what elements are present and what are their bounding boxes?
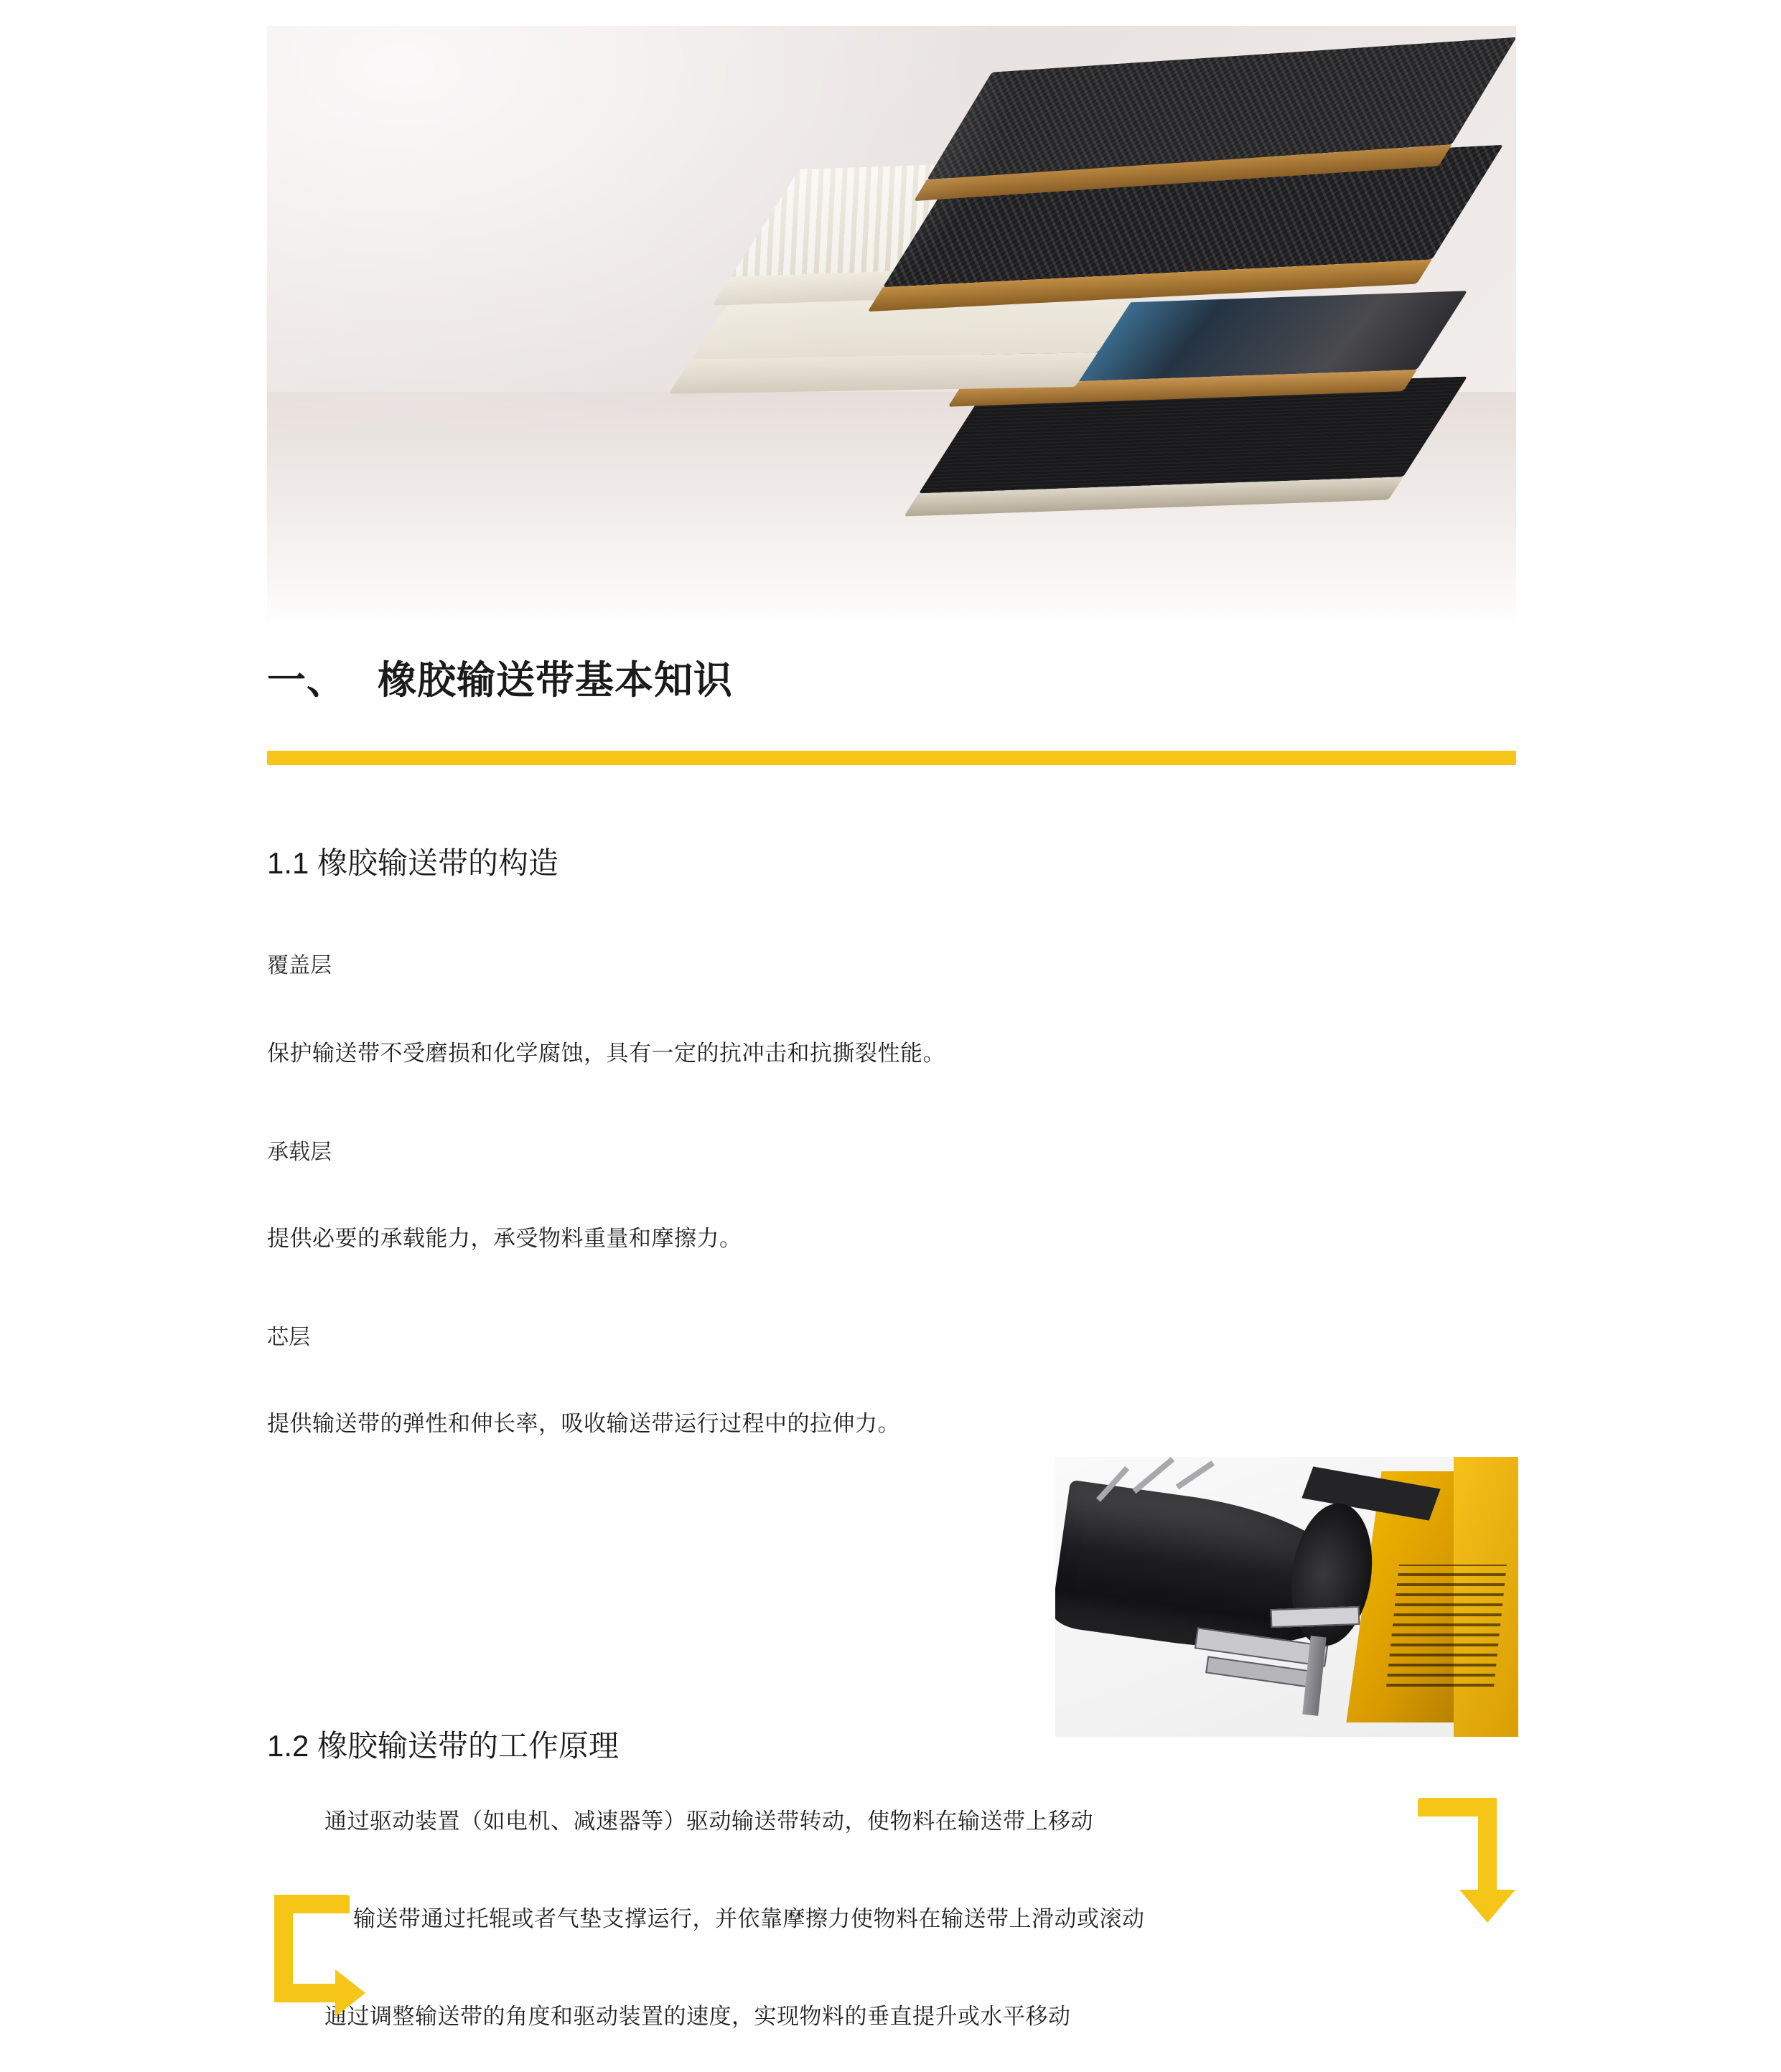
flow-arrow-down-right-icon [1418, 1798, 1504, 1920]
item-label-carry-layer: 承载层 [267, 1140, 332, 1164]
roller-equipment-image [1055, 1457, 1518, 1737]
item-label-core-layer: 芯层 [267, 1326, 310, 1349]
section-number: 一、 [267, 659, 346, 702]
item-label-cover-layer: 覆盖层 [267, 954, 332, 978]
machine-grille [1386, 1565, 1507, 1687]
item-text-core-layer: 提供输送带的弹性和伸长率，吸收输送带运行过程中的拉伸力。 [267, 1411, 900, 1436]
section-title-text: 橡胶输送带基本知识 [378, 659, 733, 702]
support-bracket-3 [1271, 1606, 1360, 1628]
subsection-heading-1-1: 1.1 橡胶输送带的构造 [267, 846, 559, 880]
flow-step-1: 通过驱动装置（如电机、减速器等）驱动输送带转动，使物料在输送带上移动 [324, 1809, 1093, 1834]
item-text-carry-layer: 提供必要的承载能力，承受物料重量和摩擦力。 [267, 1226, 742, 1251]
section-title [267, 650, 733, 705]
flow-arrow-right-bottom-icon [267, 1895, 353, 2017]
hero-light-glow [267, 26, 1016, 448]
flow-step-2: 输送带通过托辊或者气垫支撑运行，并依靠摩擦力使物料在输送带上滑动或滚动 [353, 1906, 1145, 1931]
hero-image-conveyor-belt-samples [267, 26, 1516, 629]
item-text-cover-layer: 保护输送带不受磨损和化学腐蚀，具有一定的抗冲击和抗撕裂性能。 [267, 1041, 945, 1066]
section-title-underline [267, 751, 1516, 765]
flow-step-3: 通过调整输送带的角度和驱动装置的速度，实现物料的垂直提升或水平移动 [324, 2004, 1071, 2029]
subsection-heading-1-2: 1.2 橡胶输送带的工作原理 [267, 1729, 620, 1763]
